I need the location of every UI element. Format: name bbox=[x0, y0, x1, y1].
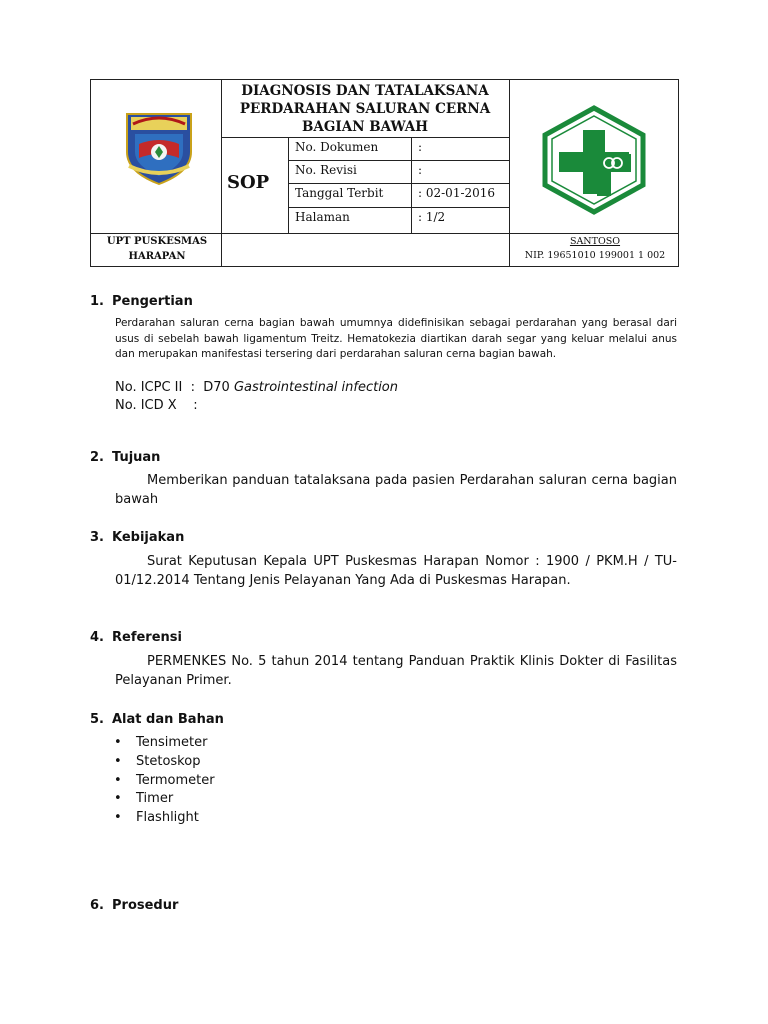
section-text-tujuan bbox=[115, 472, 677, 509]
divider bbox=[288, 207, 509, 208]
meta-value: : bbox=[418, 140, 423, 154]
divider bbox=[288, 160, 509, 161]
org-line: HARAPAN bbox=[128, 251, 186, 262]
list-item bbox=[112, 773, 215, 792]
equipment-list bbox=[112, 735, 215, 829]
list-item-text: Flashlight bbox=[136, 810, 199, 826]
divider bbox=[509, 80, 510, 267]
signer-nip: NIP. 19651010 199001 1 002 bbox=[524, 250, 666, 261]
bullet-icon: • bbox=[114, 791, 122, 807]
section-number: 6. bbox=[90, 898, 104, 913]
section-title: Pengertian bbox=[112, 294, 193, 309]
section-number: 1. bbox=[90, 294, 104, 309]
icpc-label: No. ICPC II : D70 bbox=[115, 380, 234, 395]
section-number: 3. bbox=[90, 530, 104, 545]
list-item-text: Tensimeter bbox=[136, 735, 208, 750]
list-item-text: Stetoskop bbox=[136, 753, 201, 769]
org-line: UPT PUSKESMAS bbox=[106, 236, 208, 247]
regional-emblem-logo bbox=[121, 108, 197, 186]
bullet-icon: • bbox=[114, 810, 122, 826]
section-heading-pengertian bbox=[90, 294, 193, 309]
list-item-text: Termometer bbox=[136, 772, 215, 788]
divider bbox=[288, 137, 289, 233]
section-text: Surat Keputusan Kepala UPT Puskesmas Harapan Nomor : 1900 / PKM.H / TU-01/12.2014 Tentang Jenis Pelayanan Yang Ada di Puskesmas Harapan. bbox=[115, 554, 677, 588]
icpc-code bbox=[115, 380, 398, 395]
icd-code: No. ICD X : bbox=[115, 398, 198, 413]
signer-name: SANTOSO bbox=[569, 236, 621, 247]
section-text-pengertian: Perdarahan saluran cerna bagian bawah umumnya didefinisikan sebagai perdarahan yang berasal dari usus di sebelah bawah ligamentum Treitz. Hematokezia diartikan darah segar yang keluar melalui anus dan merupakan manifestasi tersering dari perdarahan saluran cerna bagian bawah. bbox=[115, 317, 677, 360]
title-line: DIAGNOSIS DAN TATALAKSANA bbox=[241, 83, 489, 99]
section-text-kebijakan bbox=[115, 553, 677, 590]
meta-label: No. Revisi bbox=[295, 163, 357, 177]
signatory-block bbox=[511, 235, 679, 263]
section-number: 5. bbox=[90, 712, 104, 727]
meta-label: No. Dokumen bbox=[295, 140, 379, 154]
section-title: Tujuan bbox=[112, 450, 161, 465]
meta-label: Tanggal Terbit bbox=[295, 186, 384, 200]
section-text-referensi bbox=[115, 653, 677, 690]
document-title bbox=[222, 82, 508, 136]
puskesmas-cross-logo bbox=[539, 104, 649, 216]
sop-label: SOP bbox=[227, 172, 270, 193]
list-item bbox=[112, 754, 215, 773]
section-title: Prosedur bbox=[112, 898, 179, 913]
section-number: 2. bbox=[90, 450, 104, 465]
divider bbox=[221, 137, 509, 138]
section-title: Kebijakan bbox=[112, 530, 185, 545]
organization-name bbox=[95, 234, 219, 264]
bullet-icon: • bbox=[114, 753, 122, 769]
title-line: BAGIAN BAWAH bbox=[302, 119, 428, 135]
list-item bbox=[112, 791, 215, 810]
section-text: Memberikan panduan tatalaksana pada pasien Perdarahan saluran cerna bagian bawah bbox=[115, 473, 677, 507]
section-heading-prosedur bbox=[90, 898, 178, 913]
list-item-text: Timer bbox=[136, 791, 174, 807]
meta-value: : 02-01-2016 bbox=[418, 186, 496, 200]
bullet-icon: • bbox=[114, 735, 122, 750]
list-item bbox=[112, 810, 215, 829]
section-heading-referensi bbox=[90, 630, 182, 645]
meta-value: : 1/2 bbox=[418, 210, 446, 224]
icpc-value: Gastrointestinal infection bbox=[233, 380, 398, 395]
title-line: PERDARAHAN SALURAN CERNA bbox=[239, 101, 491, 117]
meta-value: : bbox=[418, 163, 423, 177]
section-title: Referensi bbox=[112, 630, 182, 645]
divider bbox=[411, 137, 412, 233]
bullet-icon: • bbox=[114, 772, 122, 788]
meta-label: Halaman bbox=[295, 210, 350, 224]
section-heading-kebijakan bbox=[90, 530, 184, 545]
section-text: PERMENKES No. 5 tahun 2014 tentang Panduan Praktik Klinis Dokter di Fasilitas Pelayanan Primer. bbox=[115, 654, 677, 688]
section-heading-alat-dan-bahan bbox=[90, 712, 224, 727]
section-number: 4. bbox=[90, 630, 104, 645]
list-item bbox=[112, 735, 215, 754]
section-title: Alat dan Bahan bbox=[112, 712, 224, 727]
divider bbox=[288, 183, 509, 184]
sop-header-table bbox=[90, 79, 679, 267]
section-heading-tujuan bbox=[90, 450, 160, 465]
